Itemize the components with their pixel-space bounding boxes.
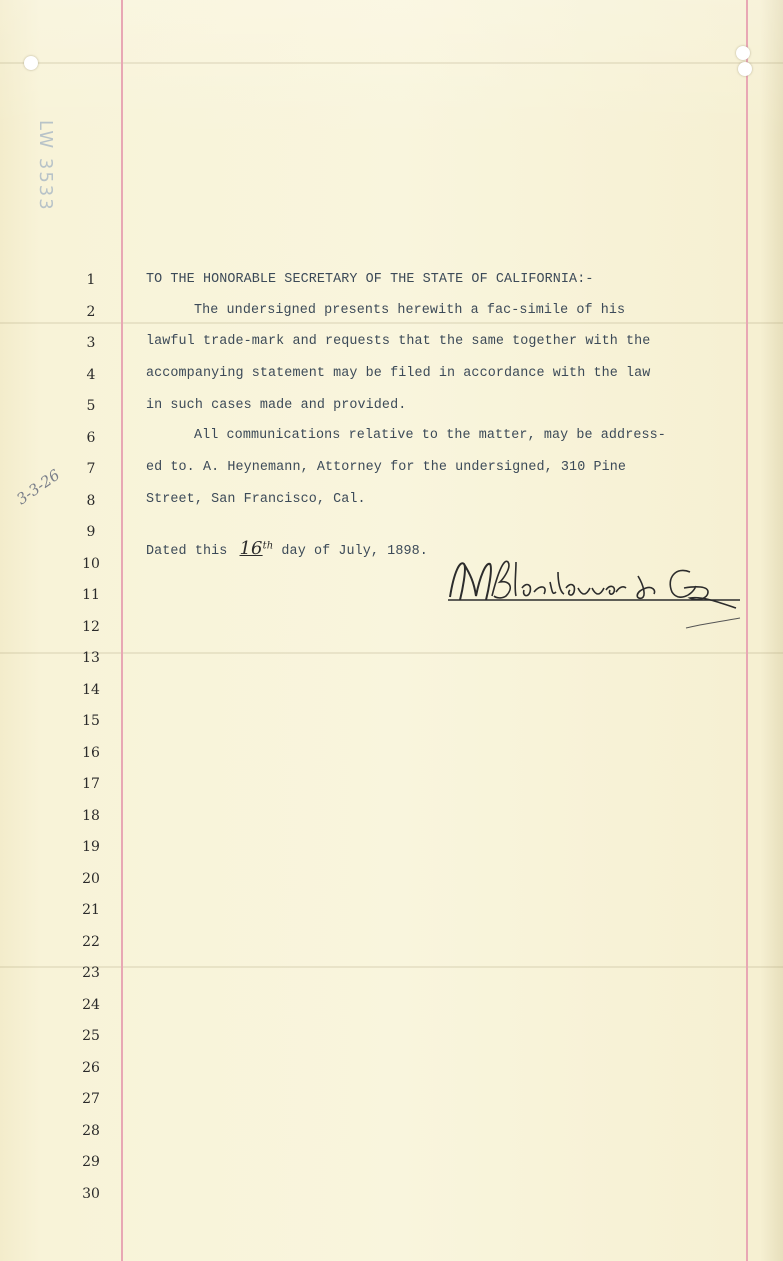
line-number: 19 (82, 839, 100, 855)
paper-fold (0, 652, 783, 654)
line-number: 11 (82, 587, 100, 603)
line-number: 26 (82, 1059, 100, 1076)
line-number: 17 (82, 776, 100, 792)
line-number: 29 (82, 1154, 100, 1170)
body-line: lawful trade-mark and requests that the same together with the (146, 334, 651, 349)
line-number: 15 (82, 713, 100, 729)
file-stamp: LW 3533 (35, 120, 56, 212)
punch-hole (24, 56, 38, 70)
punch-hole (736, 46, 750, 60)
line-number: 8 (86, 492, 96, 509)
salutation: TO THE HONORABLE SECRETARY OF THE STATE OF CALIFORNIA:- (146, 272, 594, 287)
line-number: 20 (82, 870, 100, 887)
pencil-note: 3-3-26 (13, 465, 64, 509)
line-number: 2 (86, 303, 96, 320)
line-number: 23 (82, 965, 100, 981)
line-number: 3 (86, 335, 96, 351)
body-line: The undersigned presents herewith a fac-simile of his (194, 303, 626, 318)
date-suffix: day of July, 1898. (281, 544, 428, 559)
line-number: 10 (82, 555, 100, 572)
line-number: 1 (86, 272, 96, 288)
paper-fold (0, 322, 783, 324)
body-line: ed to. A. Heynemann, Attorney for the undersigned, 310 Pine (146, 460, 627, 475)
handwritten-signature (440, 552, 750, 632)
line-number: 6 (86, 429, 96, 446)
date-prefix: Dated this (146, 544, 228, 559)
line-number: 28 (82, 1122, 100, 1139)
paper-fold (0, 62, 783, 64)
line-number: 4 (86, 366, 96, 383)
line-number: 14 (82, 681, 100, 698)
line-number: 18 (82, 807, 100, 824)
handwritten-day: 16 (239, 538, 263, 559)
line-number: 12 (82, 618, 100, 635)
date-line (146, 538, 428, 559)
line-number: 25 (82, 1028, 100, 1044)
handwritten-day-suffix: th (262, 540, 274, 552)
line-number: 30 (82, 1185, 100, 1202)
line-number: 9 (86, 524, 96, 540)
line-number: 24 (82, 996, 100, 1013)
body-line: in such cases made and provided. (146, 398, 407, 413)
body-line: All communications relative to the matter, may be address- (194, 428, 666, 443)
line-number: 27 (82, 1091, 100, 1107)
line-number: 22 (82, 933, 100, 950)
line-number: 13 (82, 650, 100, 666)
line-number: 5 (86, 398, 96, 414)
body-line: accompanying statement may be filed in accordance with the law (146, 366, 651, 381)
line-number: 16 (82, 744, 100, 761)
left-margin-line (121, 0, 123, 1261)
paper-fold (0, 966, 783, 968)
punch-hole (738, 62, 752, 76)
line-number: 21 (82, 902, 100, 918)
line-number: 7 (86, 461, 96, 477)
body-line: Street, San Francisco, Cal. (146, 492, 366, 507)
